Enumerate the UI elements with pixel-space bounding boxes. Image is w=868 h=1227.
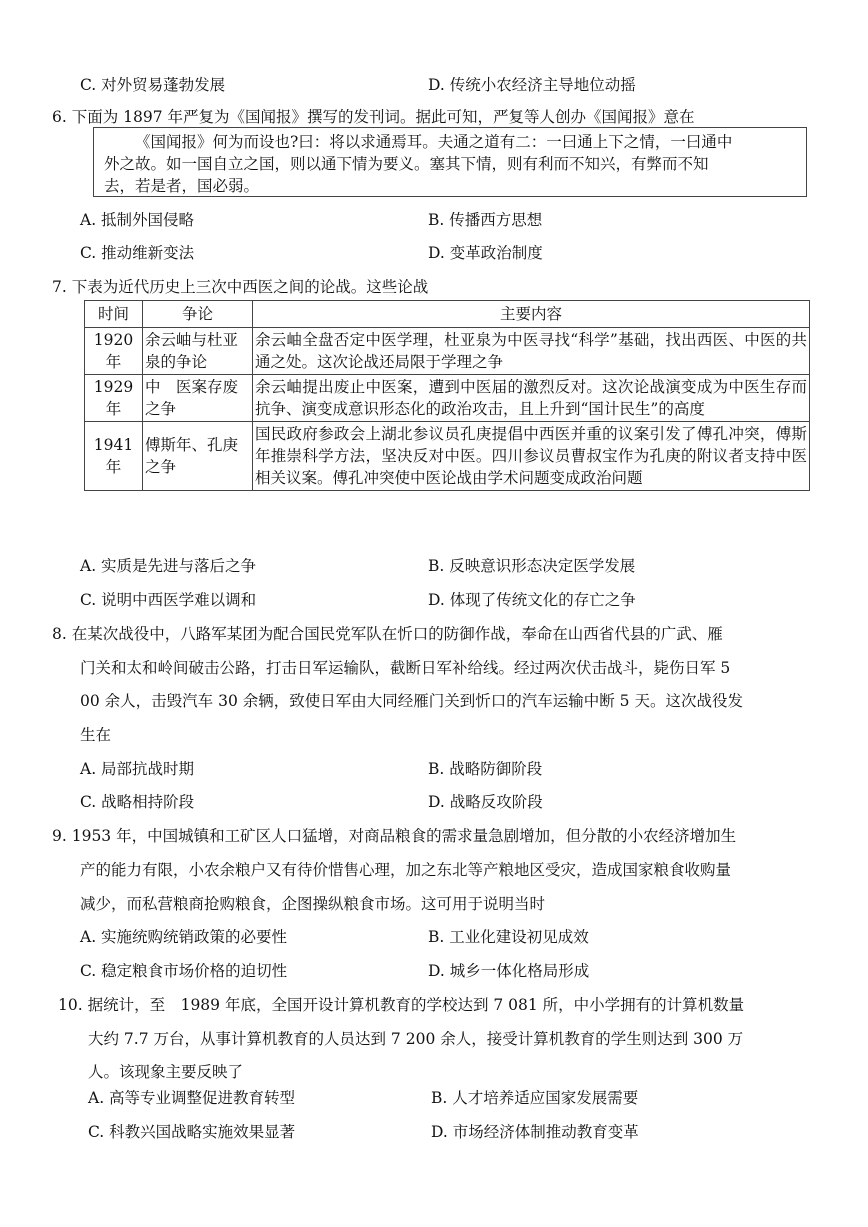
table-row bbox=[85, 375, 810, 422]
q6-option-c: C. 推动维新变法 bbox=[80, 244, 195, 262]
q6-option-b: B. 传播西方思想 bbox=[428, 211, 543, 229]
q10-option-d: D. 市场经济体制推动教育变革 bbox=[431, 1123, 639, 1141]
q10-option-c: C. 科教兴国战略实施效果显著 bbox=[88, 1123, 296, 1141]
row-topic: 傅斯年、孔庚之争 bbox=[143, 422, 253, 491]
q10-option-b: B. 人才培养适应国家发展需要 bbox=[431, 1089, 639, 1107]
row-topic: 余云岫与杜亚泉的争论 bbox=[143, 328, 253, 375]
q9-stem-line-1: 9. 1953 年，中国城镇和工矿区人口猛增，对商品粮食的需求量急剧增加，但分散的小农经济增加生 bbox=[52, 827, 737, 845]
q7-option-b: B. 反映意识形态决定医学发展 bbox=[428, 557, 636, 575]
q6-quote-line-1: 《国闻报》何为而设也?曰：将以求通焉耳。夫通之道有二：一曰通上下之情，一曰通中 bbox=[135, 133, 733, 151]
q10-stem-line-3: 人。该现象主要反映了 bbox=[88, 1063, 244, 1081]
q8-stem-line-1: 8. 在某次战役中，八路军某团为配合国民党军队在忻口的防御作战，奉命在山西省代县的广武、雁 bbox=[52, 625, 723, 643]
q8-stem-line-4: 生在 bbox=[80, 726, 112, 744]
q6-stem: 6. 下面为 1897 年严复为《国闻报》撰写的发刊词。据此可知，严复等人创办《国闻报》意在 bbox=[52, 108, 695, 126]
q7-stem: 7. 下表为近代历史上三次中西医之间的论战。这些论战 bbox=[52, 278, 429, 296]
row-content: 余云岫全盘否定中医学理，杜亚泉为中医寻找“科学”基础，找出西医、中医的共通之处。这次论战还局限于学理之争 bbox=[253, 328, 810, 375]
q10-stem-line-1: 10. 据统计，至 1989 年底，全国开设计算机教育的学校达到 7 081 所，中小学拥有的计算机数量 bbox=[58, 996, 745, 1014]
q9-option-b: B. 工业化建设初见成效 bbox=[428, 928, 589, 946]
q9-option-c: C. 稳定粮食市场价格的迫切性 bbox=[80, 962, 288, 980]
row-content: 国民政府参政会上湖北参议员孔庚提倡中西医并重的议案引发了傅孔冲突，傅斯年推崇科学方法，坚决反对中医。四川参议员曹叔宝作为孔庚的附议者支持中医相关议案。傅孔冲突使中医论战由学术问题变成政治问题 bbox=[253, 422, 810, 491]
row-content: 余云岫提出废止中医案，遭到中医届的激烈反对。这次论战演变成为中医生存而抗争、演变成意识形态化的政治攻击，且上升到“国计民生”的高度 bbox=[253, 375, 810, 422]
table-row bbox=[85, 328, 810, 375]
q6-quote-box bbox=[93, 127, 807, 197]
q9-option-d: D. 城乡一体化格局形成 bbox=[428, 962, 590, 980]
q5-option-c: C. 对外贸易蓬勃发展 bbox=[80, 76, 226, 94]
row-time: 1929 年 bbox=[85, 375, 143, 422]
q9-stem-line-2: 产的能力有限，小农余粮户又有待价惜售心理，加之东北等产粮地区受灾，造成国家粮食收购量 bbox=[80, 861, 732, 879]
q7-option-a: A. 实质是先进与落后之争 bbox=[80, 557, 257, 575]
q8-option-a: A. 局部抗战时期 bbox=[80, 760, 195, 778]
q8-option-c: C. 战略相持阶段 bbox=[80, 793, 195, 811]
q8-option-b: B. 战略防御阶段 bbox=[428, 760, 543, 778]
q6-quote-line-3: 去，若是者，国必弱。 bbox=[104, 177, 260, 195]
q7-debate-table bbox=[84, 300, 810, 491]
table-header-content: 主要内容 bbox=[253, 301, 810, 328]
q8-option-d: D. 战略反攻阶段 bbox=[428, 793, 543, 811]
q9-option-a: A. 实施统购统销政策的必要性 bbox=[80, 928, 288, 946]
row-topic: 中 医案存废之争 bbox=[143, 375, 253, 422]
q8-stem-line-3: 00 余人，击毁汽车 30 余辆，致使日军由大同经雁门关到忻口的汽车运输中断 5 天。这次战役发 bbox=[80, 692, 743, 710]
table-row bbox=[85, 422, 810, 491]
q6-quote-line-2: 外之故。如一国自立之国，则以通下情为要义。塞其下情，则有利而不知兴，有弊而不知 bbox=[104, 155, 709, 173]
q7-option-d: D. 体现了传统文化的存亡之争 bbox=[428, 591, 636, 609]
q10-stem-line-2: 大约 7.7 万台，从事计算机教育的人员达到 7 200 余人，接受计算机教育的学生则达到 300 万 bbox=[88, 1030, 744, 1048]
table-header-row bbox=[85, 301, 810, 328]
q9-stem-line-3: 减少，而私营粮商抢购粮食，企图操纵粮食市场。这可用于说明当时 bbox=[80, 895, 546, 913]
table-header-time: 时间 bbox=[85, 301, 143, 328]
q6-option-a: A. 抵制外国侵略 bbox=[80, 211, 195, 229]
q7-option-c: C. 说明中西医学难以调和 bbox=[80, 591, 257, 609]
q6-option-d: D. 变革政治制度 bbox=[428, 244, 543, 262]
row-time: 1941 年 bbox=[85, 422, 143, 491]
q8-stem-line-2: 门关和太和岭间破击公路，打击日军运输队，截断日军补给线。经过两次伏击战斗，毙伤日军 5 bbox=[80, 659, 731, 677]
q10-option-a: A. 高等专业调整促进教育转型 bbox=[88, 1089, 296, 1107]
q5-option-d: D. 传统小农经济主导地位动摇 bbox=[428, 76, 636, 94]
table-header-topic: 争论 bbox=[143, 301, 253, 328]
row-time: 1920 年 bbox=[85, 328, 143, 375]
